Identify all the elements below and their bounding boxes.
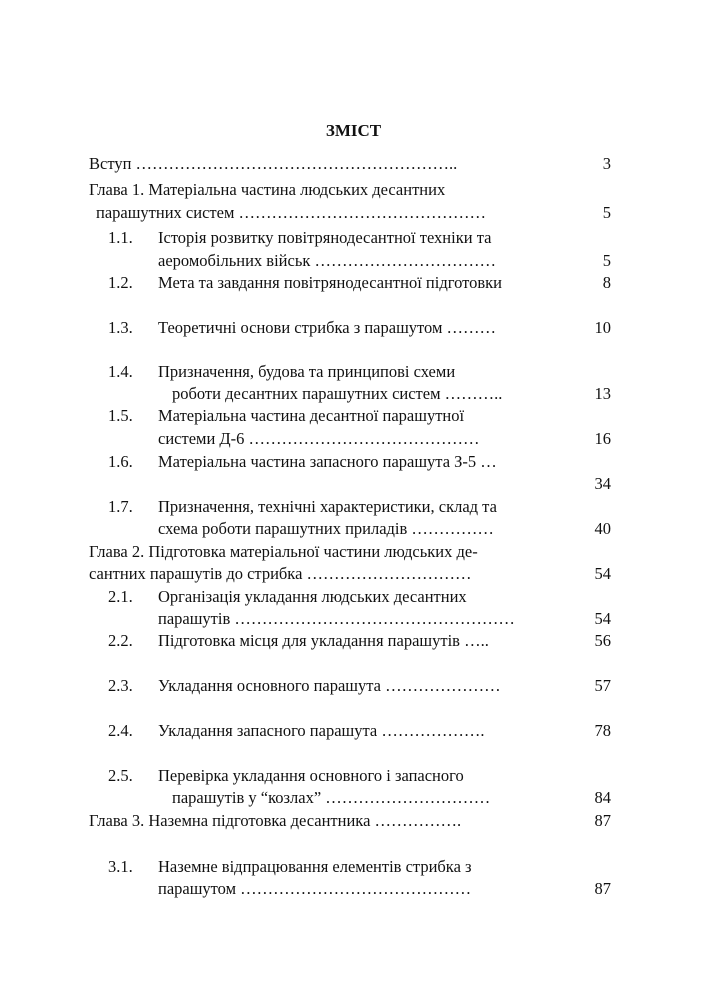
toc-page-number: 56 — [594, 631, 611, 650]
toc-page-number: 40 — [594, 519, 611, 538]
toc-chapter-1-line-2: парашутних систем ……………………………………… — [96, 203, 487, 222]
toc-page-number: 8 — [602, 273, 611, 292]
toc-page-number: 54 — [594, 564, 611, 583]
toc-section-1-7-line-2: схема роботи парашутних приладів …………… — [158, 519, 494, 538]
toc-page-number: 34 — [594, 474, 611, 493]
toc-section-1-4-line-2: роботи десантних парашутних систем ……….. — [172, 384, 503, 403]
toc-section-2-5-line-1: Перевірка укладання основного і запасного — [158, 766, 464, 785]
toc-section-number: 1.4. — [108, 362, 133, 381]
toc-section-1-2: Мета та завдання повітрянодесантної підготовки — [158, 273, 503, 292]
toc-section-number: 1.1. — [108, 228, 133, 247]
toc-section-2-2: Підготовка місця для укладання парашутів ….. — [158, 631, 489, 650]
toc-section-2-1-line-2: парашутів …………………………………………… — [158, 609, 515, 628]
toc-page-number: 57 — [594, 676, 611, 695]
toc-section-number: 2.4. — [108, 721, 133, 740]
toc-page-number: 13 — [594, 384, 611, 403]
toc-page-number: 87 — [594, 811, 611, 830]
toc-section-1-7-line-1: Призначення, технічні характеристики, склад та — [158, 497, 497, 516]
toc-page-number: 5 — [602, 203, 611, 222]
toc-section-2-1-line-1: Організація укладання людських десантних — [158, 587, 467, 606]
toc-section-number: 2.1. — [108, 587, 133, 606]
toc-section-3-1-line-1: Наземне відпрацювання елементів стрибка з — [158, 857, 472, 876]
toc-page-number: 10 — [594, 318, 611, 337]
toc-section-1-4-line-1: Призначення, будова та принципові схеми — [158, 362, 456, 381]
toc-section-2-5-line-2: парашутів у “козлах” ………………………… — [172, 788, 491, 807]
toc-section-number: 2.2. — [108, 631, 133, 650]
toc-section-number: 1.2. — [108, 273, 133, 292]
toc-section-number: 2.5. — [108, 766, 133, 785]
toc-section-number: 1.5. — [108, 406, 133, 425]
toc-page-number: 54 — [594, 609, 611, 628]
toc-entry-intro: Вступ ………………………………………………….. — [89, 154, 458, 173]
toc-section-3-1-line-2: парашутом …………………………………… — [158, 879, 472, 898]
toc-page-number: 84 — [594, 788, 611, 807]
toc-page-number: 78 — [594, 721, 611, 740]
toc-section-1-3: Теоретичні основи стрибка з парашутом ……… — [158, 318, 497, 337]
toc-section-number: 2.3. — [108, 676, 133, 695]
toc-section-1-1-line-1: Історія розвитку повітрянодесантної техніки та — [158, 228, 492, 247]
toc-page-number: 5 — [602, 251, 611, 270]
toc-section-1-5-line-2: системи Д-6 …………………………………… — [158, 429, 480, 448]
toc-section-number: 3.1. — [108, 857, 133, 876]
toc-page-number: 16 — [594, 429, 611, 448]
toc-section-number: 1.6. — [108, 452, 133, 471]
toc-section-1-5-line-1: Матеріальна частина десантної парашутної — [158, 406, 465, 425]
toc-chapter-3: Глава 3. Наземна підготовка десантника ……………. — [89, 811, 462, 830]
toc-section-1-6: Матеріальна частина запасного парашута З-5 … — [158, 452, 497, 471]
toc-page-number: 3 — [602, 154, 611, 173]
toc-chapter-1-line-1: Глава 1. Матеріальна частина людських десантних — [89, 180, 446, 199]
toc-chapter-2-line-2: сантних парашутів до стрибка ………………………… — [89, 564, 472, 583]
toc-section-2-3: Укладання основного парашута ………………… — [158, 676, 501, 695]
toc-section-number: 1.3. — [108, 318, 133, 337]
toc-page-number: 87 — [594, 879, 611, 898]
toc-section-number: 1.7. — [108, 497, 133, 516]
document-title: ЗМІСТ — [325, 121, 382, 140]
toc-chapter-2-line-1: Глава 2. Підготовка матеріальної частини людських де- — [89, 542, 478, 561]
toc-section-1-1-line-2: аеромобільних військ …………………………… — [158, 251, 496, 270]
toc-section-2-4: Укладання запасного парашута ………………. — [158, 721, 485, 740]
